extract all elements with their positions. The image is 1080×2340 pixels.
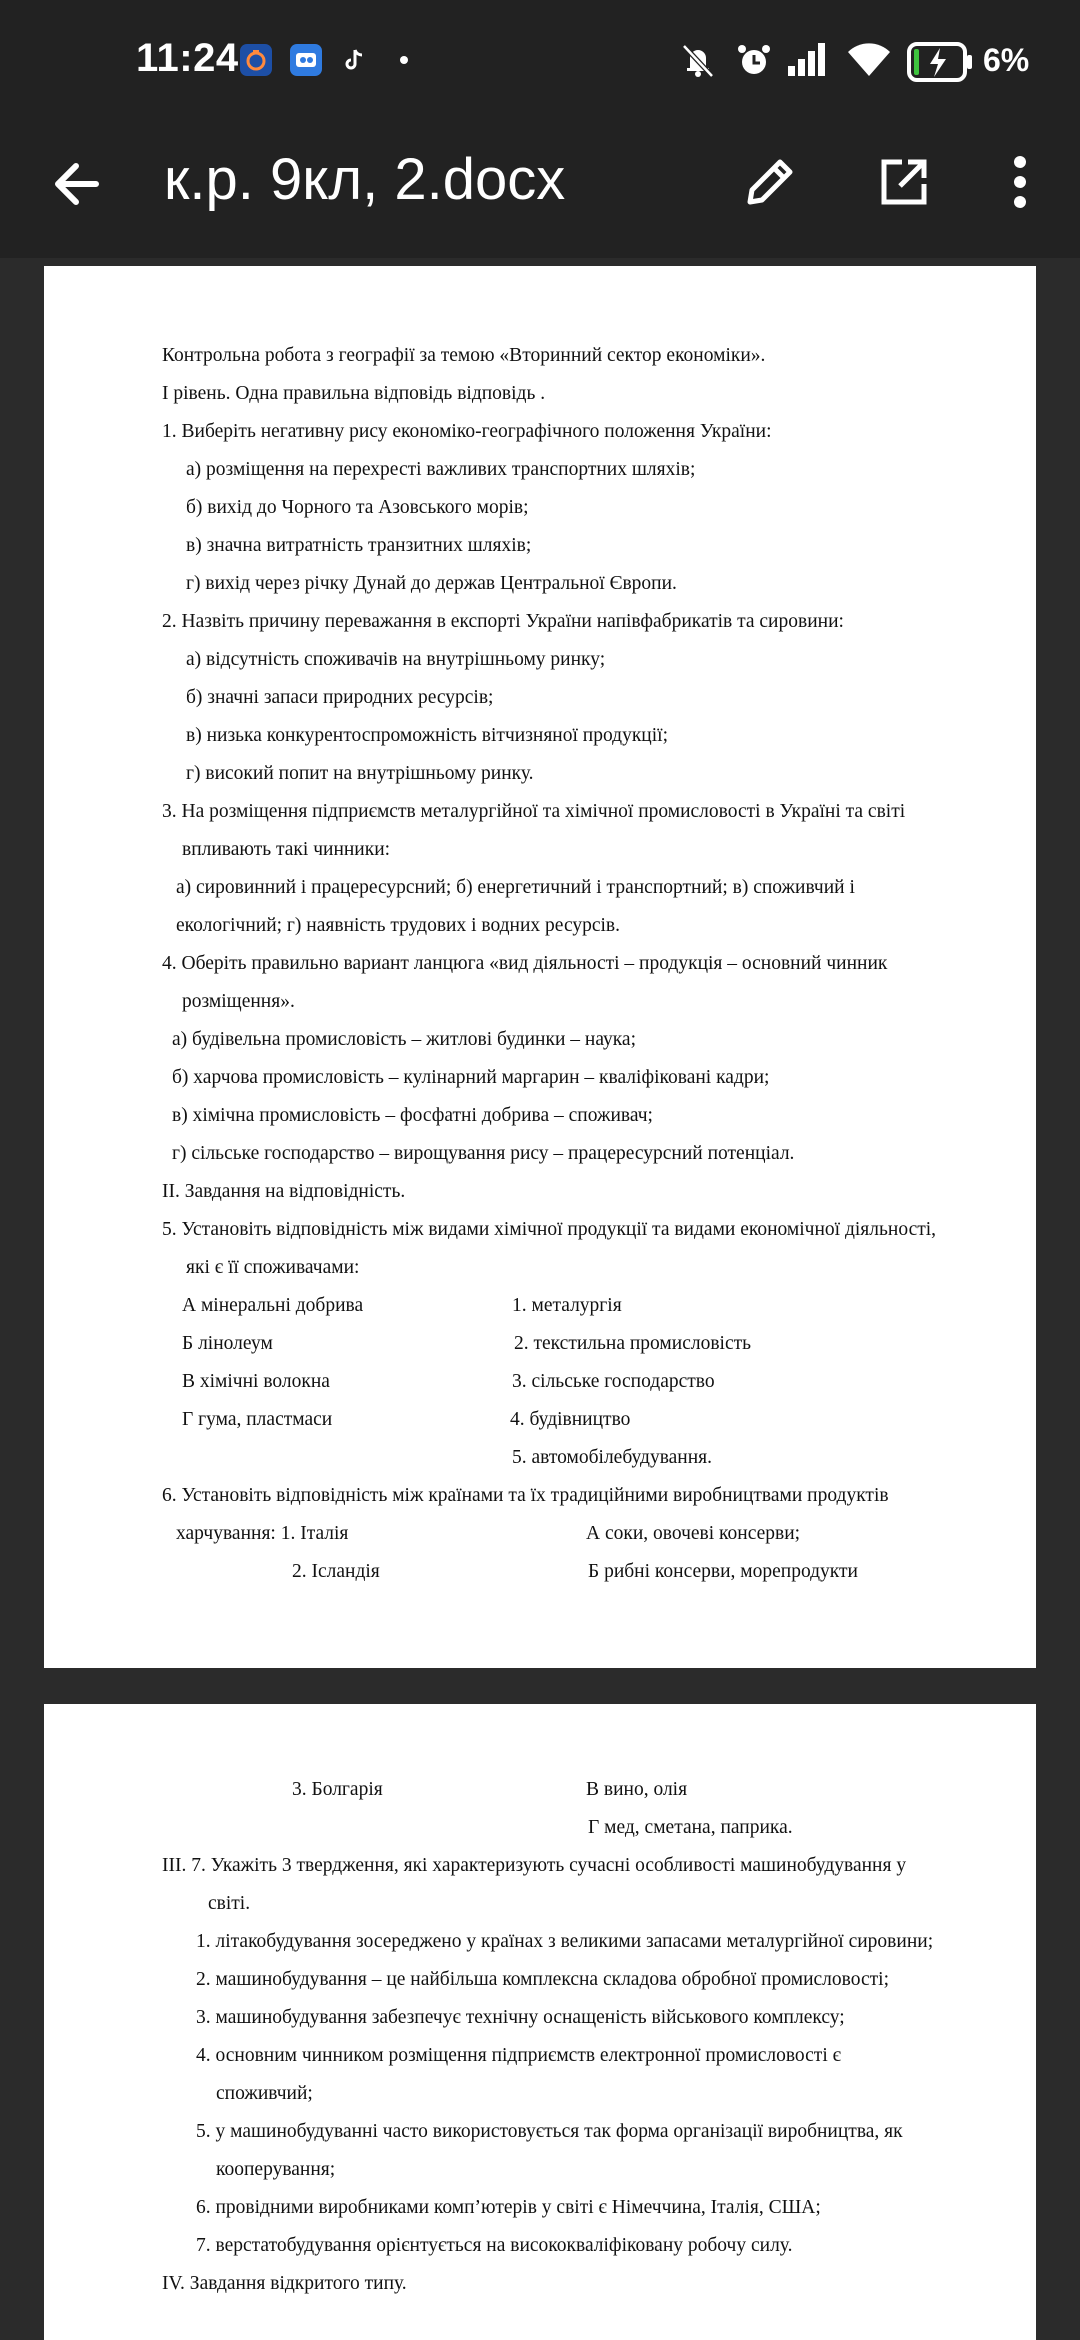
doc-line: кооперування; — [216, 2159, 336, 2180]
doc-line: харчування: 1. Італія — [176, 1523, 349, 1544]
doc-line: 5. Установіть відповідність між видами хімічної продукції та видами економічної діяльності, — [162, 1219, 937, 1240]
doc-line: 3. сільське господарство — [512, 1371, 715, 1392]
doc-line: екологічний; г) наявність трудових і водних ресурсів. — [176, 915, 620, 936]
doc-line: 3. На розміщення підприємств металургійної та хімічної промисловості в Україні та світі — [162, 801, 906, 822]
doc-line: в) низька конкурентоспроможність вітчизняної продукції; — [186, 725, 668, 746]
doc-line: В вино, олія — [586, 1779, 688, 1800]
status-bar — [0, 0, 1080, 118]
doc-line: споживчий; — [216, 2083, 313, 2104]
doc-line: в) значна витратність транзитних шляхів; — [186, 535, 532, 556]
doc-line: 1. металургія — [512, 1295, 622, 1316]
doc-line: 2. машинобудування – це найбільша комплексна складова обробної промисловості; — [196, 1969, 889, 1990]
battery-percent: 6% — [983, 42, 1030, 78]
doc-line: А соки, овочеві консерви; — [586, 1523, 801, 1544]
doc-line: 4. будівництво — [510, 1409, 631, 1430]
alarm-icon — [734, 40, 774, 85]
doc-line: 5. у машинобудуванні часто використовується так форма організації виробництва, як — [196, 2121, 903, 2142]
doc-line: розміщення». — [182, 991, 295, 1012]
doc-line: а) розміщення на перехресті важливих транспортних шляхів; — [186, 459, 696, 480]
doc-line: 7. верстатобудування орієнтується на висококваліфіковану робочу силу. — [196, 2235, 793, 2256]
doc-line: 6. Установіть відповідність між країнами та їх традиційними виробництвами продуктів — [162, 1485, 889, 1506]
doc-line: IV. Завдання відкритого типу. — [162, 2273, 407, 2294]
bell-off-icon — [678, 40, 718, 85]
doc-line: б) значні запаси природних ресурсів; — [186, 687, 494, 708]
doc-line: ІІ. Завдання на відповідність. — [162, 1181, 406, 1202]
doc-line: а) сировинний і працересурсний; б) енергетичний і транспортний; в) споживчий і — [176, 877, 855, 898]
doc-line: впливають такі чинники: — [182, 839, 391, 860]
doc-line: Г гума, пластмаси — [182, 1409, 333, 1430]
document-title: к.р. 9кл, 2.docx — [164, 147, 566, 212]
doc-line: Б рибні консерви, морепродукти — [588, 1561, 858, 1582]
document-toolbar — [0, 118, 1080, 258]
signal-icon — [786, 40, 830, 85]
doc-line: г) вихід через річку Дунай до держав Центральної Європи. — [186, 573, 677, 594]
doc-line: г) сільське господарство – вирощування рису – працересурсний потенціал. — [172, 1143, 795, 1164]
open-external-icon[interactable] — [872, 150, 936, 219]
doc-line: 2. текстильна промисловість — [514, 1333, 752, 1354]
doc-line: Б лінолеум — [182, 1333, 273, 1354]
doc-line: 3. машинобудування забезпечує технічну оснащеність військового комплексу; — [196, 2007, 845, 2028]
wifi-icon — [846, 40, 892, 85]
doc-line: а) будівельна промисловість – житлові будинки – наука; — [172, 1029, 637, 1050]
doc-line: Г мед, сметана, паприка. — [588, 1817, 793, 1838]
doc-line: 6. провідними виробниками комп’ютерів у світі є Німеччина, Італія, США; — [196, 2197, 821, 2218]
doc-line: б) харчова промисловість – кулінарний маргарин – кваліфіковані кадри; — [172, 1067, 770, 1088]
doc-line: 4. основним чинником розміщення підприємств електронної промисловості є — [196, 2045, 841, 2066]
document-viewer[interactable] — [0, 258, 1080, 2340]
tiktok-icon — [338, 44, 370, 76]
back-arrow-icon[interactable] — [46, 154, 106, 219]
doc-line: світі. — [208, 1893, 251, 1914]
doc-line: 2. Ісландія — [292, 1561, 380, 1582]
doc-line: В хімічні волокна — [182, 1371, 330, 1392]
doc-line: А мінеральні добрива — [182, 1295, 364, 1316]
document-page-1 — [44, 266, 1036, 1668]
doc-line: 1. Виберіть негативну рису економіко-географічного положення України: — [162, 421, 772, 442]
document-page-2 — [44, 1704, 1036, 2340]
doc-line: Контрольна робота з географії за темою «Вторинний сектор економіки». — [162, 345, 766, 366]
doc-line: 3. Болгарія — [292, 1779, 383, 1800]
edit-pencil-icon[interactable] — [738, 150, 802, 219]
doc-line: ІІІ. 7. Укажіть 3 твердження, які характеризують сучасні особливості машинобудування у — [162, 1855, 907, 1876]
doc-line: 1. літакобудування зосереджено у країнах з великими запасами металургійної сировини; — [196, 1931, 934, 1952]
doc-line: 2. Назвіть причину переважання в експорті України напівфабрикатів та сировини: — [162, 611, 844, 632]
notification-app-icon — [290, 44, 322, 76]
doc-line: 4. Оберіть правильно вариант ланцюга «вид діяльності – продукція – основний чинник — [162, 953, 888, 974]
gesture-nav-handle[interactable] — [386, 2310, 692, 2322]
battery-charging-icon — [906, 40, 976, 89]
doc-line: г) високий попит на внутрішньому ринку. — [186, 763, 534, 784]
more-vertical-icon[interactable] — [1000, 150, 1040, 219]
more-notifications-dot — [400, 56, 408, 64]
doc-line: які є її споживачами: — [186, 1257, 360, 1278]
notification-app-icon — [240, 44, 272, 76]
doc-line: І рівень. Одна правильна відповідь відповідь . — [162, 383, 546, 404]
doc-line: в) хімічна промисловість – фосфатні добрива – споживач; — [172, 1105, 653, 1126]
doc-line: 5. автомобілебудування. — [512, 1447, 713, 1468]
status-time: 11:24 — [136, 36, 239, 80]
doc-line: б) вихід до Чорного та Азовського морів; — [186, 497, 529, 518]
doc-line: а) відсутність споживачів на внутрішньому ринку; — [186, 649, 606, 670]
